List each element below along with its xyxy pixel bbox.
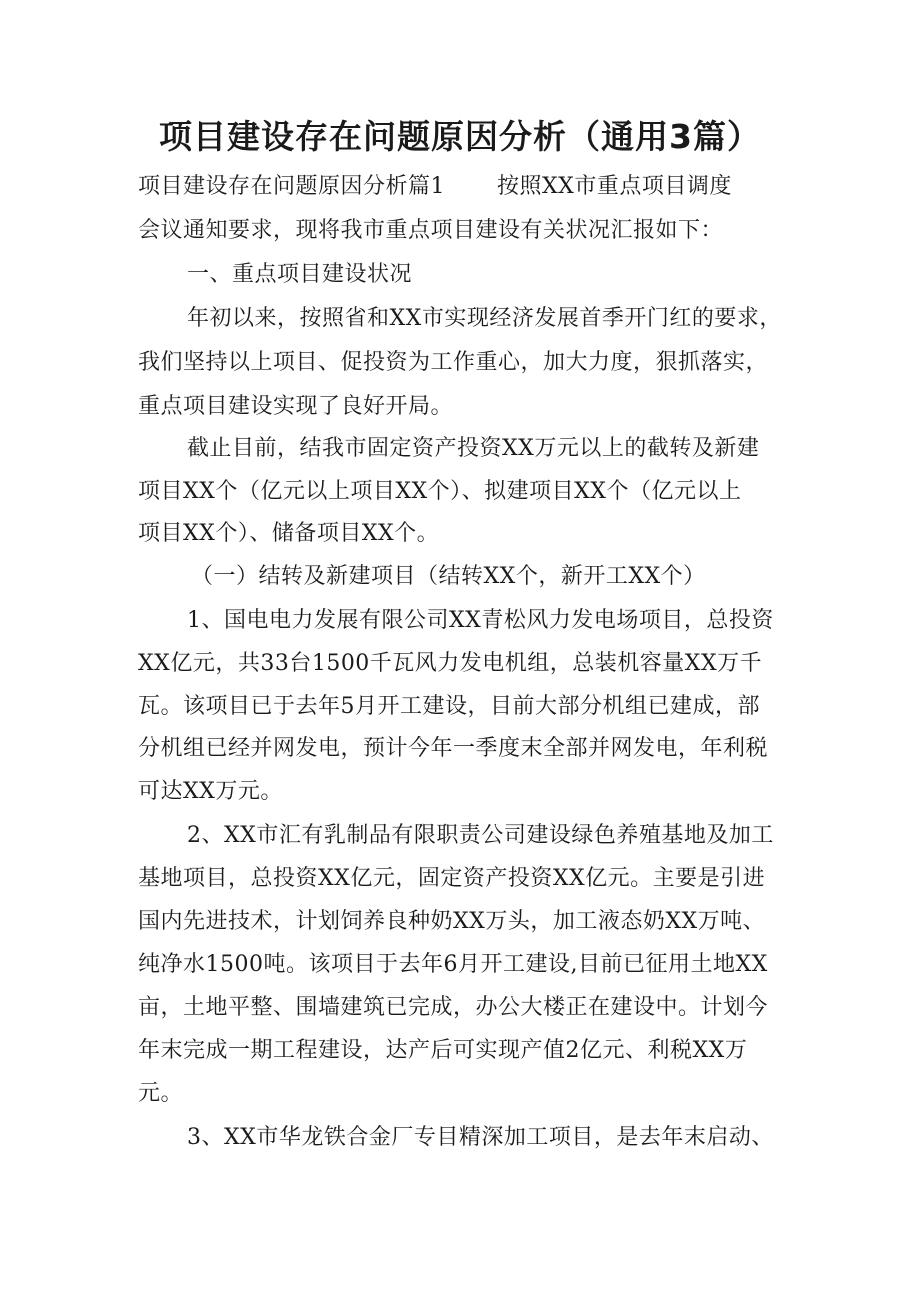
- paragraph-line: 3、XX市华龙铁合金厂专目精深加工项目，是去年末启动、: [187, 1125, 774, 1150]
- intro-text: 按照XX市重点项目调度: [497, 174, 732, 199]
- paragraph-line: 年初以来，按照省和XX市实现经济发展首季开门红的要求，: [187, 306, 782, 331]
- paragraph-line: 截止目前，结我市固定资产投资XX万元以上的截转及新建: [187, 436, 760, 461]
- paragraph-line: 瓦。该项目已于去年5月开工建设，目前大部分机组已建成，部: [138, 694, 760, 719]
- paragraph-line: 我们坚持以上项目、促投资为工作重心，加大力度，狠抓落实，: [138, 350, 769, 375]
- paragraph-line: 项目XX个（亿元以上项目XX个）、拟建项目XX个（亿元以上: [138, 479, 742, 504]
- paragraph-line: 年末完成一期工程建设，达产后可实现产值2亿元、利税XX万: [138, 1038, 748, 1063]
- paragraph-line: 可达XX万元。: [138, 779, 283, 804]
- paragraph-line: 重点项目建设实现了良好开局。: [138, 394, 454, 419]
- paragraph-line: 1、国电电力发展有限公司XX青松风力发电场项目，总投资: [187, 608, 774, 633]
- intro-line-2: 会议通知要求，现将我市重点项目建设有关状况汇报如下：: [138, 218, 724, 243]
- section-heading: 一、重点项目建设状况: [187, 262, 413, 287]
- intro-heading: 项目建设存在问题原因分析篇1: [138, 174, 445, 199]
- document-title: 项目建设存在问题原因分析（通用3篇）: [159, 117, 761, 156]
- paragraph-line: XX亿元，共33台1500千瓦风力发电机组，总装机容量XX万千: [138, 651, 763, 676]
- paragraph-line: 元。: [138, 1081, 184, 1106]
- paragraph-line: 基地项目，总投资XX亿元，固定资产投资XX亿元。主要是引进: [138, 866, 766, 891]
- subsection-heading: （一）结转及新建项目（结转XX个，新开工XX个）: [191, 564, 706, 589]
- paragraph-line: 国内先进技术，计划饲养良种奶XX万头，加工液态奶XX万吨、: [138, 909, 766, 934]
- intro-line: [138, 172, 732, 202]
- paragraph-line: 分机组已经并网发电，预计今年一季度末全部并网发电，年利税: [138, 736, 769, 761]
- paragraph-line: 项目XX个）、储备项目XX个。: [138, 521, 440, 546]
- paragraph-line: 纯净水1500吨。该项目于去年6月开工建设,目前已征用土地XX: [138, 952, 768, 977]
- paragraph-line: 亩，土地平整、围墙建筑已完成，办公大楼正在建设中。计划今: [138, 995, 769, 1020]
- paragraph-line: 2、XX市汇有乳制品有限职责公司建设绿色养殖基地及加工: [187, 823, 774, 848]
